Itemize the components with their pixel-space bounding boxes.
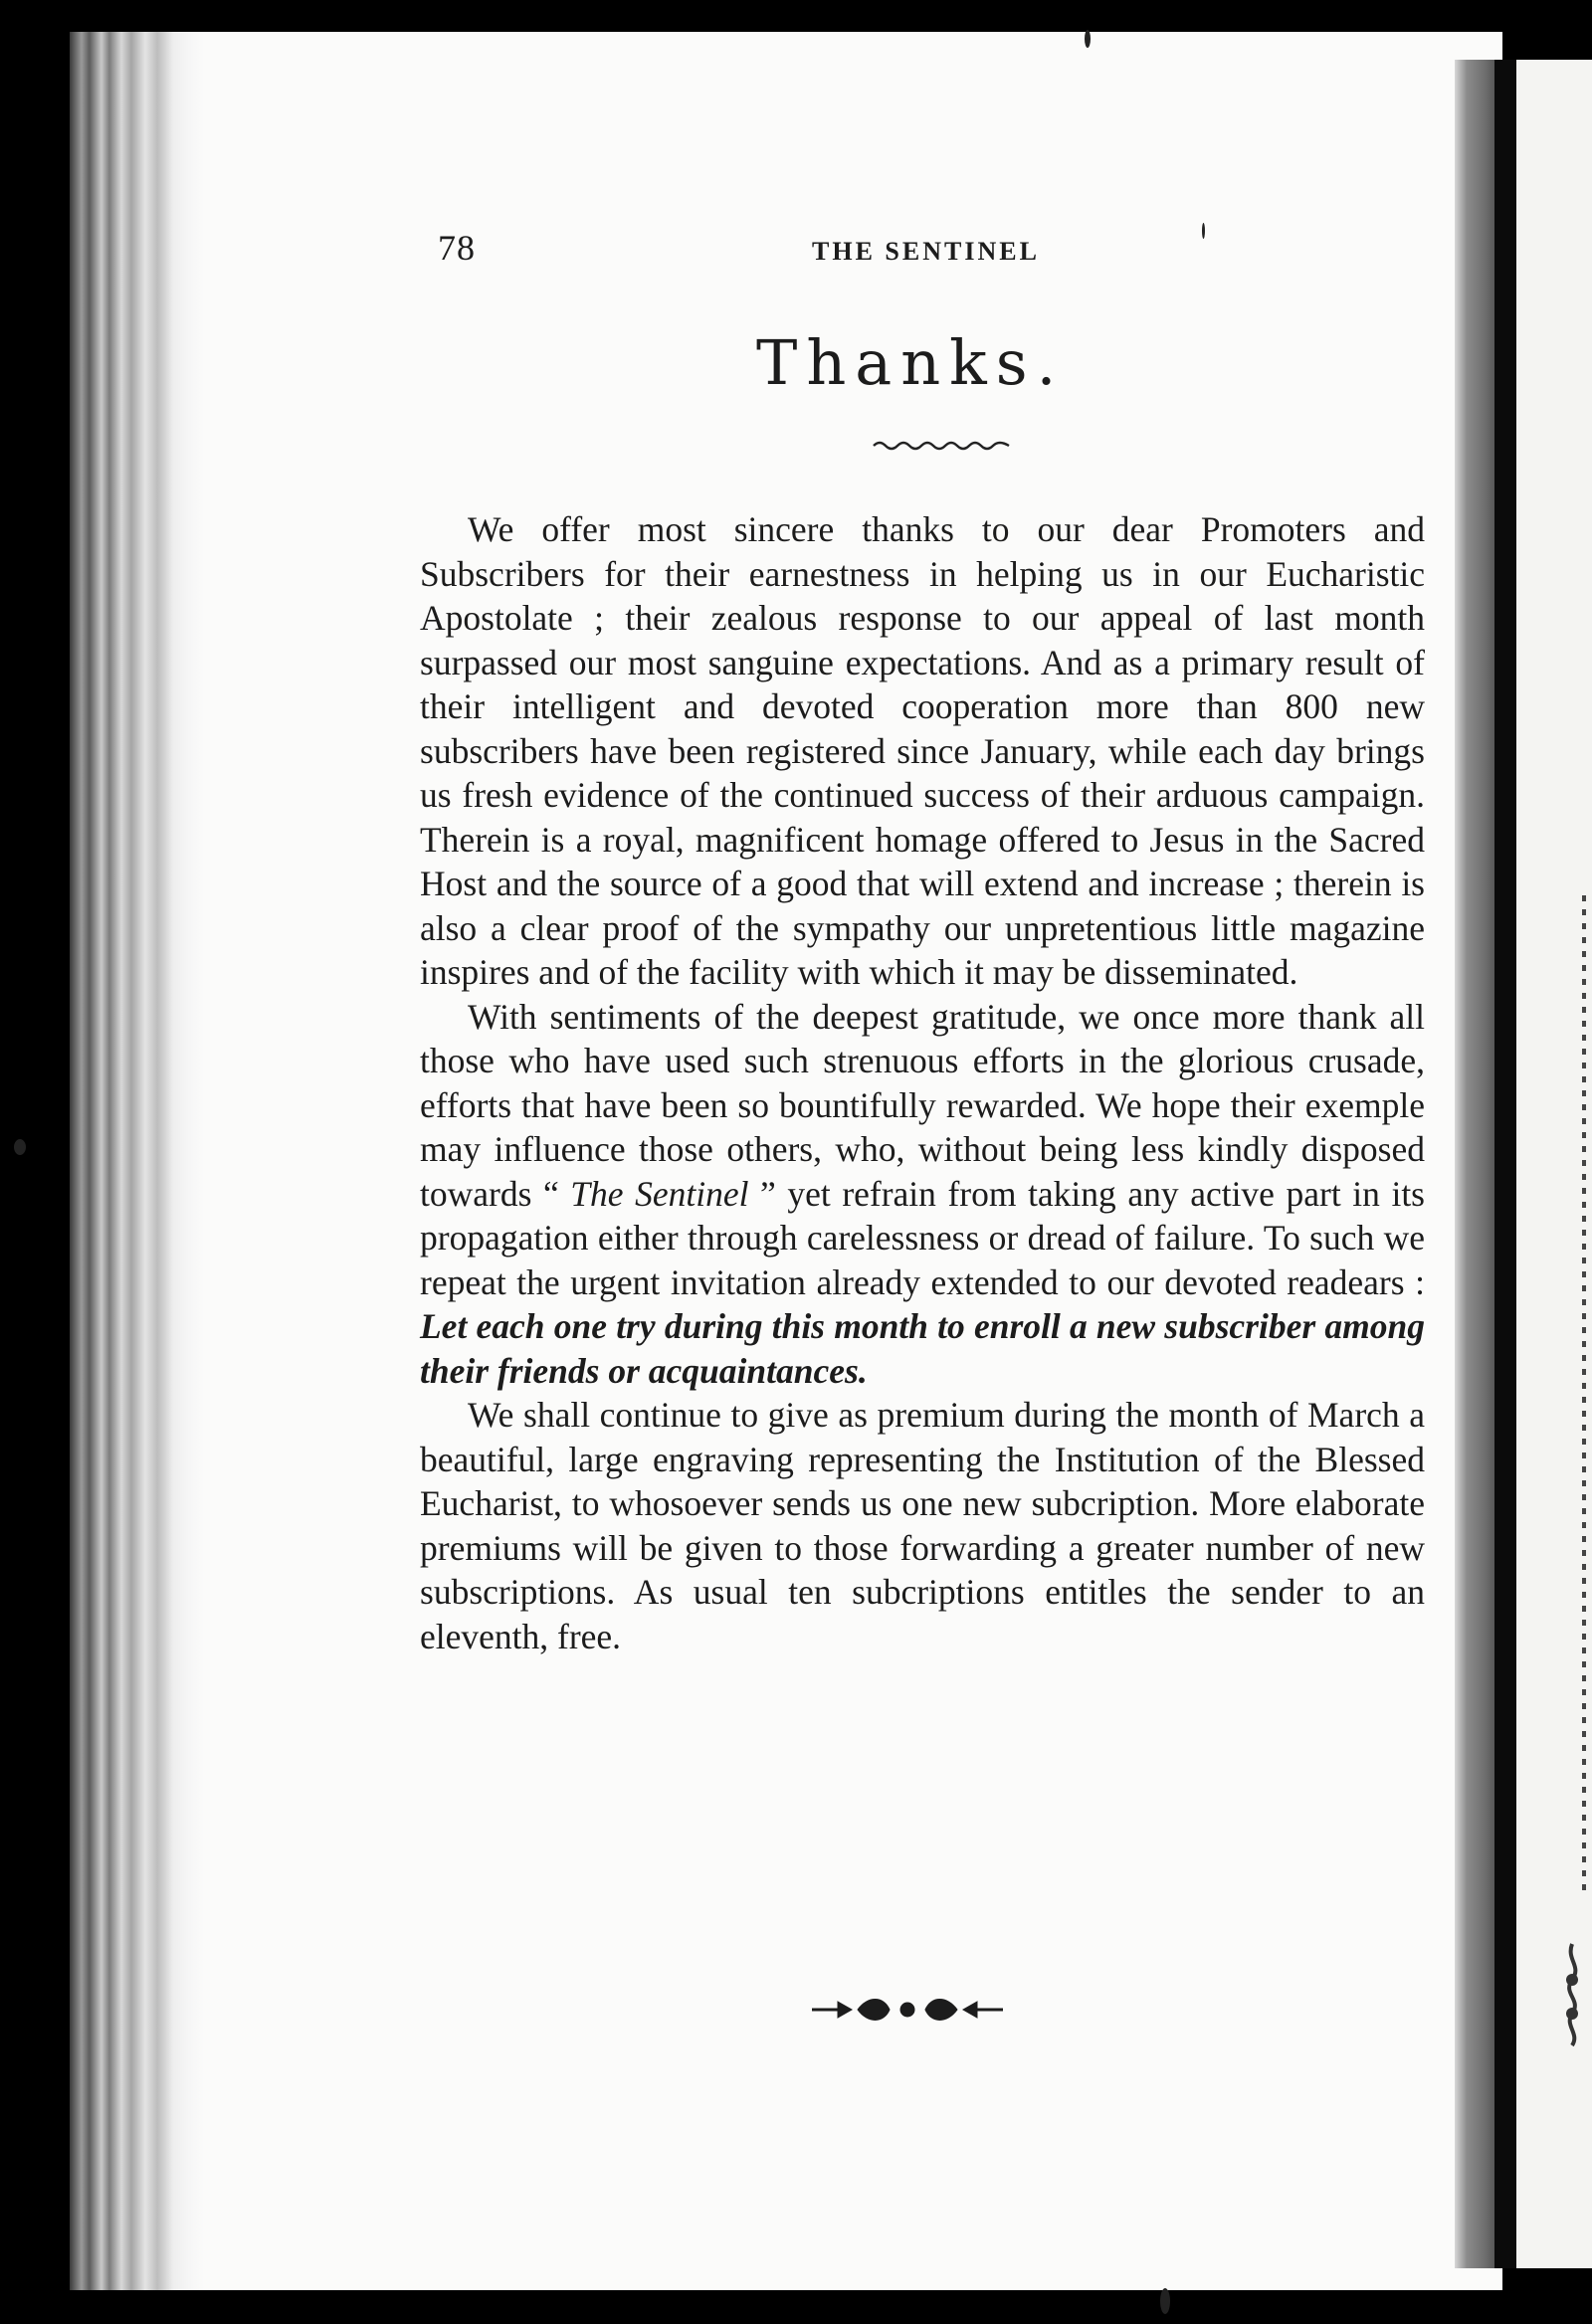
magazine-title-reference: The Sentinel bbox=[570, 1173, 749, 1214]
scan-speck bbox=[1085, 30, 1091, 48]
title-flourish bbox=[872, 438, 1011, 454]
facing-page-strip bbox=[1516, 60, 1592, 2268]
book-edge bbox=[1494, 60, 1516, 2268]
scan-speck bbox=[14, 1139, 26, 1155]
article-body bbox=[420, 507, 1425, 1658]
book-gutter bbox=[70, 32, 204, 2290]
scan-speck bbox=[1160, 2288, 1170, 2314]
facing-page-ornament bbox=[1552, 1940, 1592, 2049]
paragraph-2-text-a: With sentiments of the deepest gratitude, we once more thank all those who have used such strenuous efforts in the glorious crusade, efforts that have been so bountifully rewarded. We hope their exemple may influence those others, who, without being less kindly disposed towards “ bbox=[420, 996, 1425, 1214]
closing-ornament bbox=[808, 1990, 1007, 2030]
running-head: THE SENTINEL bbox=[812, 237, 1040, 266]
facing-page-border bbox=[1582, 895, 1586, 1890]
page-header bbox=[438, 227, 1094, 287]
page-number: 78 bbox=[438, 228, 476, 268]
enrollment-appeal: Let each one try during this month to enroll a new subscriber among their friends or acquaintances. bbox=[420, 1306, 1425, 1391]
article-title: Thanks. bbox=[756, 326, 1066, 399]
paragraph-2-text-b: ” yet refrain from taking any active part in its propagation either through carelessness or dread of failure. To such we repeat the urgent invitation already extended to our devoted readears : bbox=[420, 1173, 1425, 1302]
page-edge-shadow bbox=[1455, 60, 1494, 2268]
paragraph-2 bbox=[420, 995, 1425, 1394]
paragraph-1: We offer most sincere thanks to our dear Promoters and Subscribers for their earnestness in helping us in our Eucharistic Apostolate ; their zealous response to our appeal of last month surpassed our most sanguine expectations. And as a primary result of their intelligent and devoted cooperation more than 800 new subscribers have been registered since January, while each day brings us fresh evidence of the continued success of their arduous campaign. Therein is a royal, magnificent homage offered to Jesus in the Sacred Host and the source of a good that will extend and increase ; therein is also a clear proof of the sympathy our unpretentious little magazine inspires and of the facility with which it may be disseminated. bbox=[420, 509, 1425, 992]
paragraph-3: We shall continue to give as premium during the month of March a beautiful, large engraving representing the Institution of the Blessed Eucharist, to whosoever sends us one new subcription. More elaborate premiums will be given to those forwarding a greater number of new subscriptions. As usual ten subcriptions entitles the sender to an eleventh, free. bbox=[420, 1395, 1425, 1656]
scan-speck bbox=[1202, 223, 1205, 239]
